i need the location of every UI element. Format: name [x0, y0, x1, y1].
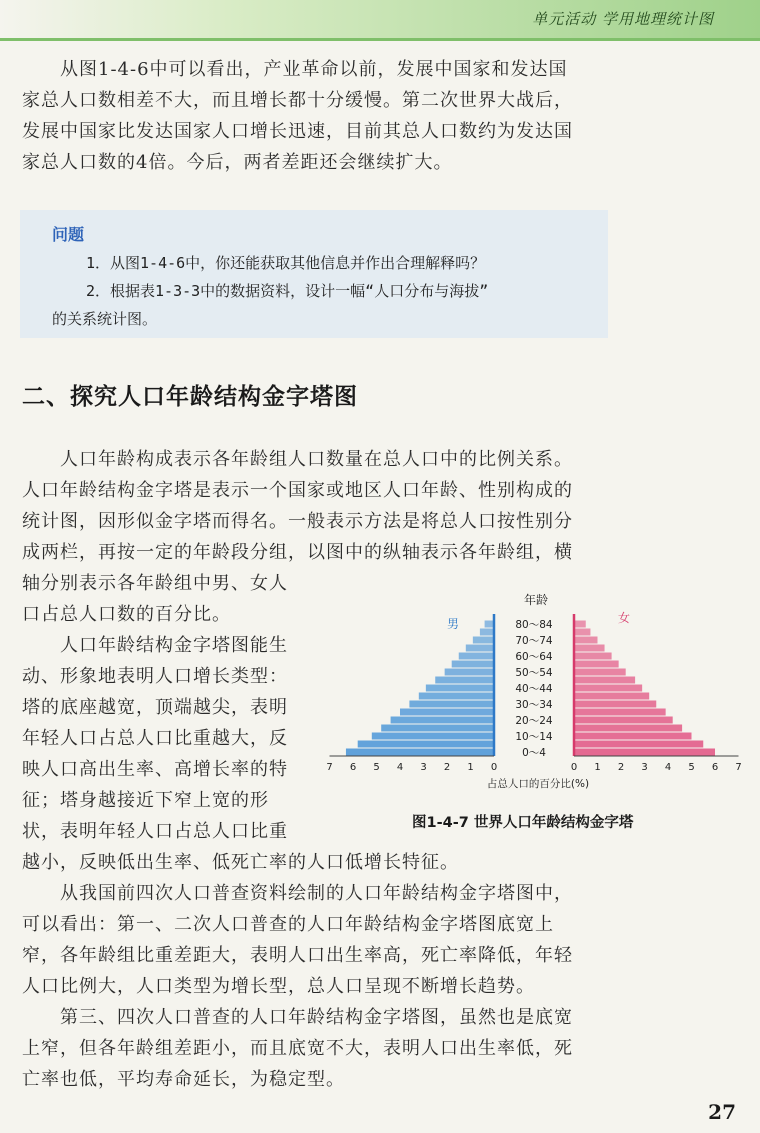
- male-bar-70～74: [473, 637, 494, 644]
- male-bar-5～9: [358, 741, 494, 748]
- usage-line: 年轻人口占总人口比重越大，反: [22, 728, 288, 749]
- population-pyramid-chart: [318, 586, 758, 806]
- age-tick-label: 80～84: [515, 619, 553, 631]
- male-x-tick: 7: [326, 762, 333, 773]
- female-bar-40～44: [574, 685, 642, 692]
- female-label: 女: [617, 611, 631, 625]
- female-bar-35～39: [574, 693, 649, 700]
- male-bar-0～4: [346, 749, 494, 756]
- male-x-tick: 3: [420, 762, 427, 773]
- age-tick-label: 40～44: [515, 683, 553, 695]
- male-bar-20～24: [391, 717, 494, 724]
- definition-line: 轴分别表示各年龄组中男、女人: [22, 573, 288, 594]
- stable-line: 第三、四次人口普查的人口年龄结构金字塔图，虽然也是底宽: [60, 1007, 573, 1028]
- usage-line: 映人口高出生率、高增长率的特: [22, 759, 288, 780]
- age-tick-label: 70～74: [515, 635, 553, 647]
- age-tick-label: 30～34: [515, 699, 553, 711]
- male-x-tick: 6: [349, 762, 357, 773]
- age-tick-label: 50～54: [515, 667, 553, 679]
- female-bar-75～79: [574, 629, 590, 636]
- age-tick-label: 10～14: [515, 731, 553, 743]
- definition-line: 成两栏，再按一定的年龄段分组，以图中的纵轴表示各年龄组，横: [22, 542, 573, 563]
- male-x-tick: 2: [443, 762, 451, 773]
- female-bar-10～14: [574, 733, 692, 740]
- male-label: 男: [446, 617, 460, 631]
- definition-line: 人口年龄结构金字塔是表示一个国家或地区人口年龄、性别构成的: [22, 480, 573, 501]
- usage-line: 动、形象地表明人口增长类型：: [22, 666, 288, 687]
- female-x-tick: 4: [664, 762, 672, 773]
- male-x-tick: 0: [490, 762, 498, 773]
- china-line: 窄，各年龄组比重差距大，表明人口出生率高，死亡率降低，年轻: [22, 945, 573, 966]
- china-line: 人口比例大，人口类型为增长型，总人口呈现不断增长趋势。: [22, 976, 535, 997]
- female-x-tick: 6: [711, 762, 719, 773]
- female-bar-45～49: [574, 677, 635, 684]
- female-x-tick: 7: [735, 762, 742, 773]
- x-axis-title: 占总人口的百分比(%): [486, 778, 590, 790]
- definition-line: 人口年龄构成表示各年龄组人口数量在总人口中的比例关系。: [60, 449, 573, 470]
- female-bar-80～84: [574, 621, 586, 628]
- female-bar-65～69: [574, 645, 605, 652]
- male-x-tick: 5: [373, 762, 380, 773]
- female-bar-5～9: [574, 741, 703, 748]
- usage-line: 人口年龄结构金字塔图能生: [60, 635, 288, 656]
- female-x-tick: 0: [570, 762, 578, 773]
- female-bar-0～4: [574, 749, 715, 756]
- female-x-tick: 3: [641, 762, 648, 773]
- running-header: 单元活动 学用地理统计图: [532, 10, 714, 28]
- age-tick-label: 60～64: [515, 651, 553, 663]
- male-bar-60～64: [459, 653, 494, 660]
- intro-line: 家总人口数相差不大，而且增长都十分缓慢。第二次世界大战后，: [22, 90, 573, 111]
- female-bar-55～59: [574, 661, 619, 668]
- female-bar-50～54: [574, 669, 626, 676]
- usage-line: 塔的底座越宽，顶端越尖，表明: [22, 697, 288, 718]
- male-bar-80～84: [485, 621, 494, 628]
- female-x-tick: 2: [617, 762, 625, 773]
- section-title: 二、探究人口年龄结构金字塔图: [22, 384, 358, 410]
- question-2: 2．根据表1-3-3中的数据资料，设计一幅“人口分布与海拔”: [86, 282, 489, 300]
- male-x-tick: 4: [396, 762, 404, 773]
- male-bar-50～54: [445, 669, 494, 676]
- pyramid-svg: [318, 586, 758, 806]
- question-2-cont: 的关系统计图。: [52, 310, 158, 328]
- male-bar-45～49: [435, 677, 494, 684]
- figure-caption: 图1-4-7 世界人口年龄结构金字塔: [412, 815, 634, 831]
- usage-line: 状，表明年轻人口占总人口比重: [22, 821, 288, 842]
- age-axis-title: 年龄: [523, 593, 549, 607]
- female-bar-25～29: [574, 709, 666, 716]
- usage-line: 越小，反映低出生率、低死亡率的人口低增长特征。: [22, 852, 459, 873]
- male-bar-35～39: [419, 693, 494, 700]
- definition-line: 口占总人口数的百分比。: [22, 604, 231, 625]
- male-bar-15～19: [381, 725, 494, 732]
- female-x-tick: 5: [688, 762, 695, 773]
- female-bar-15～19: [574, 725, 682, 732]
- china-line: 可以看出：第一、二次人口普查的人口年龄结构金字塔图底宽上: [22, 914, 554, 935]
- female-bar-30～34: [574, 701, 656, 708]
- stable-line: 亡率也低，平均寿命延长，为稳定型。: [22, 1069, 345, 1090]
- question-1: 1．从图1-4-6中，你还能获取其他信息并作出合理解释吗？: [86, 254, 486, 272]
- age-tick-label: 20～24: [515, 715, 553, 727]
- intro-line: 从图1-4-6中可以看出，产业革命以前，发展中国家和发达国: [60, 59, 568, 80]
- male-bar-40～44: [426, 685, 494, 692]
- male-bar-65～69: [466, 645, 494, 652]
- question-title: 问题: [52, 225, 85, 244]
- male-bar-30～34: [409, 701, 494, 708]
- china-line: 从我国前四次人口普查资料绘制的人口年龄结构金字塔图中，: [60, 883, 573, 904]
- male-bar-55～59: [452, 661, 494, 668]
- age-tick-label: 0～4: [522, 747, 546, 759]
- intro-line: 家总人口数的4倍。今后，两者差距还会继续扩大。: [22, 152, 453, 173]
- male-bar-25～29: [400, 709, 494, 716]
- female-bar-70～74: [574, 637, 598, 644]
- male-bar-75～79: [480, 629, 494, 636]
- male-x-tick: 1: [467, 762, 474, 773]
- male-bar-10～14: [372, 733, 494, 740]
- female-bar-60～64: [574, 653, 612, 660]
- intro-line: 发展中国家比发达国家人口增长迅速，目前其总人口数约为发达国: [22, 121, 573, 142]
- definition-line: 统计图，因形似金字塔而得名。一般表示方法是将总人口按性别分: [22, 511, 573, 532]
- usage-line: 征；塔身越接近下窄上宽的形: [22, 790, 269, 811]
- female-x-tick: 1: [594, 762, 601, 773]
- page-number: 27: [708, 1100, 736, 1124]
- stable-line: 上窄，但各年龄组差距小，而且底宽不大，表明人口出生率低，死: [22, 1038, 573, 1059]
- female-bar-20～24: [574, 717, 673, 724]
